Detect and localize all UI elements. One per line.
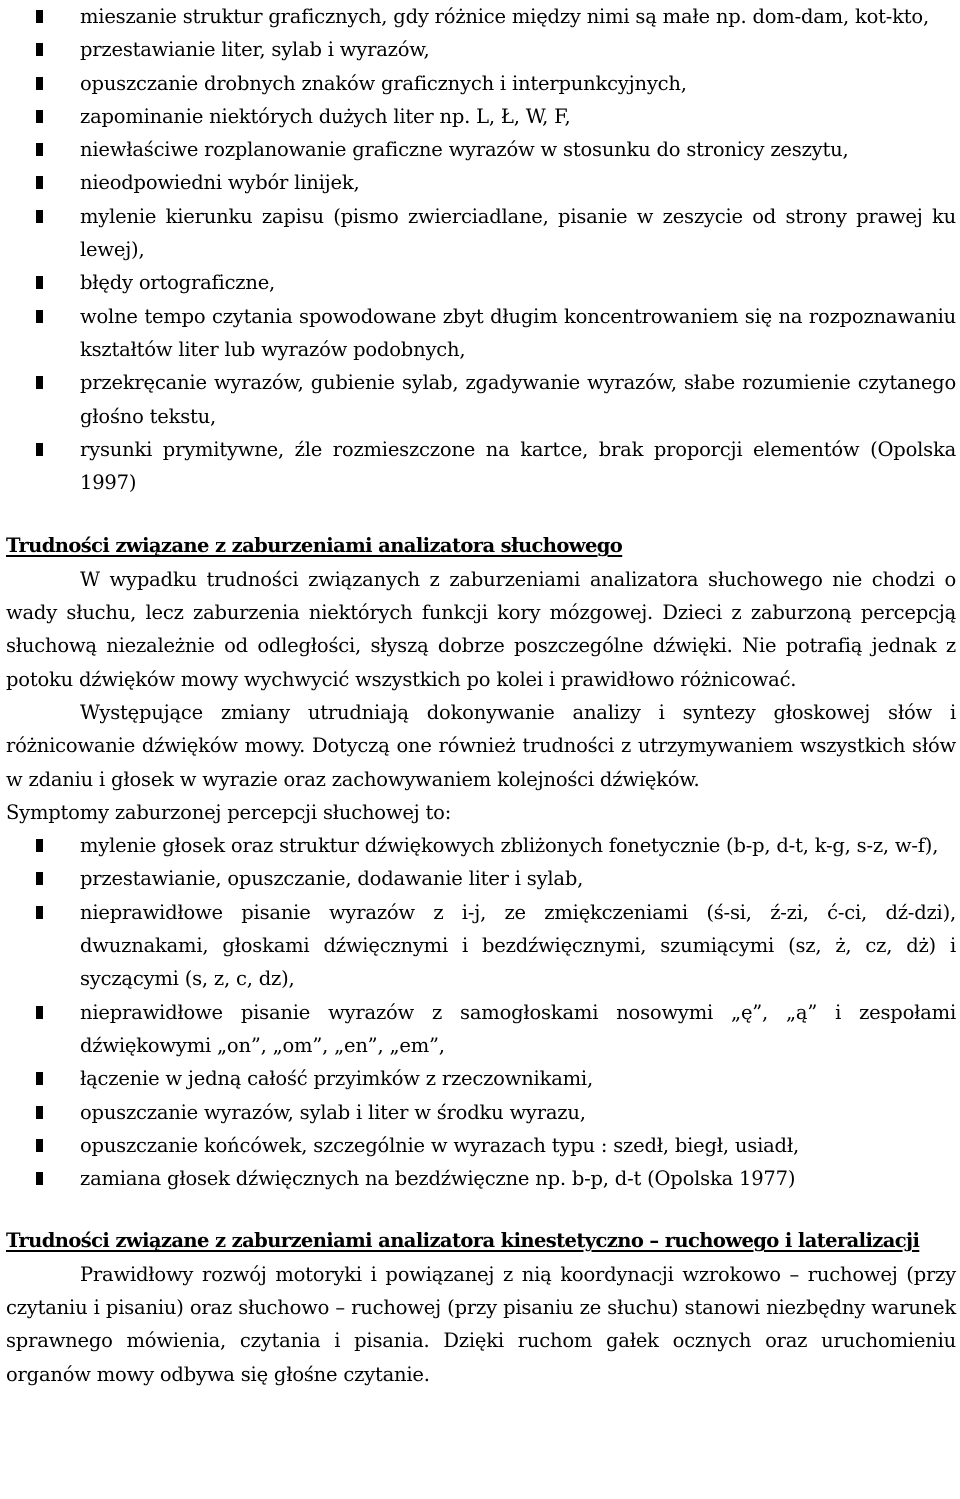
- square-bullet-icon: [36, 77, 43, 90]
- square-bullet-icon: [36, 1072, 43, 1085]
- square-bullet-icon: [36, 1006, 43, 1019]
- list-item: mieszanie struktur graficznych, gdy różnice między nimi są małe np. dom-dam, kot-kto,: [6, 0, 956, 33]
- list-item: wolne tempo czytania spowodowane zbyt długim koncentrowaniem się na rozpoznawaniu kształtów liter lub wyrazów podobnych,: [6, 300, 956, 367]
- list-item: przekręcanie wyrazów, gubienie sylab, zgadywanie wyrazów, słabe rozumienie czytanego głośno tekstu,: [6, 366, 956, 433]
- square-bullet-icon: [36, 276, 43, 289]
- list-item: zapominanie niektórych dużych liter np. L, Ł, W, F,: [6, 100, 956, 133]
- square-bullet-icon: [36, 1106, 43, 1119]
- square-bullet-icon: [36, 872, 43, 885]
- list-item: błędy ortograficzne,: [6, 266, 956, 299]
- list-item: nieprawidłowe pisanie wyrazów z samogłoskami nosowymi „ę”, „ą” i zespołami dźwiękowymi „on”, „om”, „en”, „em”,: [6, 996, 956, 1063]
- list-item: opuszczanie końcówek, szczególnie w wyrazach typu : szedł, biegł, usiadł,: [6, 1129, 956, 1162]
- square-bullet-icon: [36, 1172, 43, 1185]
- list-item: niewłaściwe rozplanowanie graficzne wyrazów w stosunku do stronicy zeszytu,: [6, 133, 956, 166]
- reading-writing-symptoms-list: [6, 0, 956, 499]
- square-bullet-icon: [36, 143, 43, 156]
- auditory-paragraph-1: W wypadku trudności związanych z zaburzeniami analizatora słuchowego nie chodzi o wady słuchu, lecz zaburzenia niektórych funkcji kory mózgowej. Dzieci z zaburzoną percepcją słuchową niezależnie od odległości, słyszą dobrze poszczególne dźwięki. Nie potrafią jednak z potoku dźwięków mowy wychwycić wszystkich po kolei i prawidłowo różnicować.: [6, 567, 956, 691]
- symptoms-intro: Symptomy zaburzonej percepcji słuchowej to:: [6, 800, 452, 824]
- square-bullet-icon: [36, 839, 43, 852]
- square-bullet-icon: [36, 210, 43, 223]
- list-item: mylenie głosek oraz struktur dźwiękowych zbliżonych fonetycznie (b-p, d-t, k-g, s-z, w-f),: [6, 829, 956, 862]
- square-bullet-icon: [36, 906, 43, 919]
- list-item: łączenie w jedną całość przyimków z rzeczownikami,: [6, 1062, 956, 1095]
- square-bullet-icon: [36, 176, 43, 189]
- square-bullet-icon: [36, 376, 43, 389]
- list-item: mylenie kierunku zapisu (pismo zwierciadlane, pisanie w zeszycie od strony prawej ku lewej),: [6, 200, 956, 267]
- square-bullet-icon: [36, 43, 43, 56]
- list-item: nieprawidłowe pisanie wyrazów z i-j, ze zmiękczeniami (ś-si, ź-zi, ć-ci, dź-dzi), dwuznakami, głoskami dźwięcznymi i bezdźwięcznymi, szumiącymi (sz, ż, cz, dż) i syczącymi (s, z, c, dz),: [6, 896, 956, 996]
- auditory-paragraph-2: Występujące zmiany utrudniają dokonywanie analizy i syntezy głoskowej słów i różnicowanie dźwięków mowy. Dotyczą one również trudności z utrzymywaniem wszystkich słów w zdaniu i głosek w wyrazie oraz zachowywaniem kolejności dźwięków.: [6, 700, 956, 791]
- list-item: opuszczanie wyrazów, sylab i liter w środku wyrazu,: [6, 1096, 956, 1129]
- square-bullet-icon: [36, 10, 43, 23]
- list-item: rysunki prymitywne, źle rozmieszczone na kartce, brak proporcji elementów (Opolska 1997): [6, 433, 956, 500]
- square-bullet-icon: [36, 310, 43, 323]
- section-heading-auditory: Trudności związane z zaburzeniami analizatora słuchowego: [6, 534, 623, 558]
- square-bullet-icon: [36, 443, 43, 456]
- list-item: opuszczanie drobnych znaków graficznych i interpunkcyjnych,: [6, 67, 956, 100]
- section-heading-kinesthetic: Trudności związane z zaburzeniami analizatora kinestetyczno – ruchowego i lateralizacji: [6, 1229, 920, 1253]
- list-item: przestawianie liter, sylab i wyrazów,: [6, 33, 956, 66]
- list-item: nieodpowiedni wybór linijek,: [6, 166, 956, 199]
- list-item: zamiana głosek dźwięcznych na bezdźwięczne np. b-p, d-t (Opolska 1977): [6, 1162, 956, 1195]
- square-bullet-icon: [36, 1139, 43, 1152]
- square-bullet-icon: [36, 110, 43, 123]
- list-item: przestawianie, opuszczanie, dodawanie liter i sylab,: [6, 862, 956, 895]
- auditory-symptoms-list: [6, 829, 956, 1195]
- kinesthetic-paragraph-1: Prawidłowy rozwój motoryki i powiązanej z nią koordynacji wzrokowo – ruchowej (przy czytaniu i pisaniu) oraz słuchowo – ruchowej (przy pisaniu ze słuchu) stanowi niezbędny warunek sprawnego mówienia, czytania i pisania. Dzięki ruchom gałek ocznych oraz uruchomieniu organów mowy odbywa się głośne czytanie.: [6, 1262, 956, 1386]
